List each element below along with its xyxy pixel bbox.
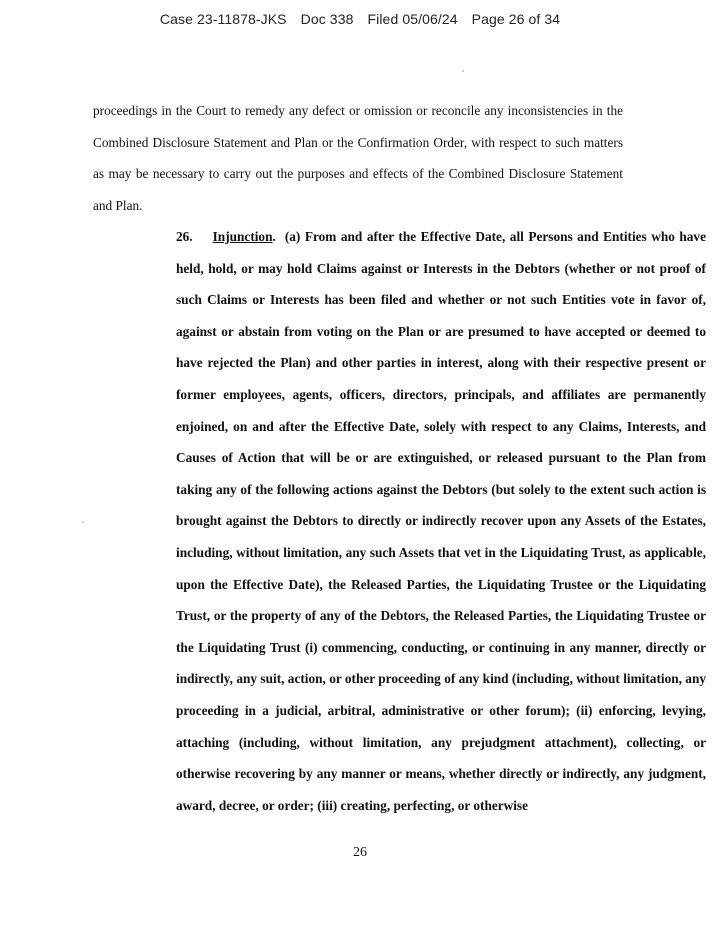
section-heading-punct: . <box>272 229 276 244</box>
filing-header <box>0 11 720 27</box>
scan-speck <box>462 70 464 72</box>
case-number: Case 23-11878-JKS <box>159 11 287 27</box>
page-number: 26 <box>353 845 367 860</box>
section-26-paragraph <box>93 221 706 821</box>
scan-speck <box>82 521 84 523</box>
filed-date: Filed 05/06/24 <box>367 11 458 27</box>
page-indicator: Page 26 of 34 <box>471 11 561 27</box>
section-heading: Injunction <box>212 229 273 244</box>
section-body: (a) From and after the Effective Date, all Persons and Entities who have held, hold, or may hold Claims against or Interests in the Debtors (whether or not proof of such Claims or Interests has been filed and whether or not such Entities vote in favor of, against or abstain from voting on the Plan or are presumed to have accepted or deemed to have rejected the Plan) and other parties in interest, along with their respective present or former employees, agents, officers, directors, principals, and affiliates are permanently enjoined, on and after the Effective Date, solely with respect to any Claims, Interests, and Causes of Action that will be or are extinguished, or released pursuant to the Plan from taking any of the following actions against the Debtors (but solely to the extent such action is brought against the Debtors to directly or indirectly recover upon any Assets of the Estates, including, without limitation, any such Assets that vet in the Liquidating Trust, as applicable, upon the Effective Date), the Released Parties, the Liquidating Trustee or the Liquidating Trust, or the property of any of the Debtors, the Released Parties, the Liquidating Trustee or the Liquidating Trust (i) commencing, conducting, or continuing in any manner, directly or indirectly, any suit, action, or other proceeding of any kind (including, without limitation, any proceeding in a judicial, arbitral, administrative or other forum); (ii) enforcing, levying, attaching (including, without limitation, any prejudgment attachment), collecting, or otherwise recovering by any manner or means, whether directly or indirectly, any judgment, award, decree, or order; (iii) creating, perfecting, or otherwise <box>176 229 706 813</box>
section-number: 26. <box>176 229 193 244</box>
continued-paragraph: proceedings in the Court to remedy any defect or omission or reconcile any inconsistencies in the Combined Disclosure Statement and Plan or the Confirmation Order, with respect to such matters as may be necessary to carry out the purposes and effects of the Combined Disclosure Statement and Plan. <box>93 103 623 213</box>
doc-number: Doc 338 <box>300 11 354 27</box>
